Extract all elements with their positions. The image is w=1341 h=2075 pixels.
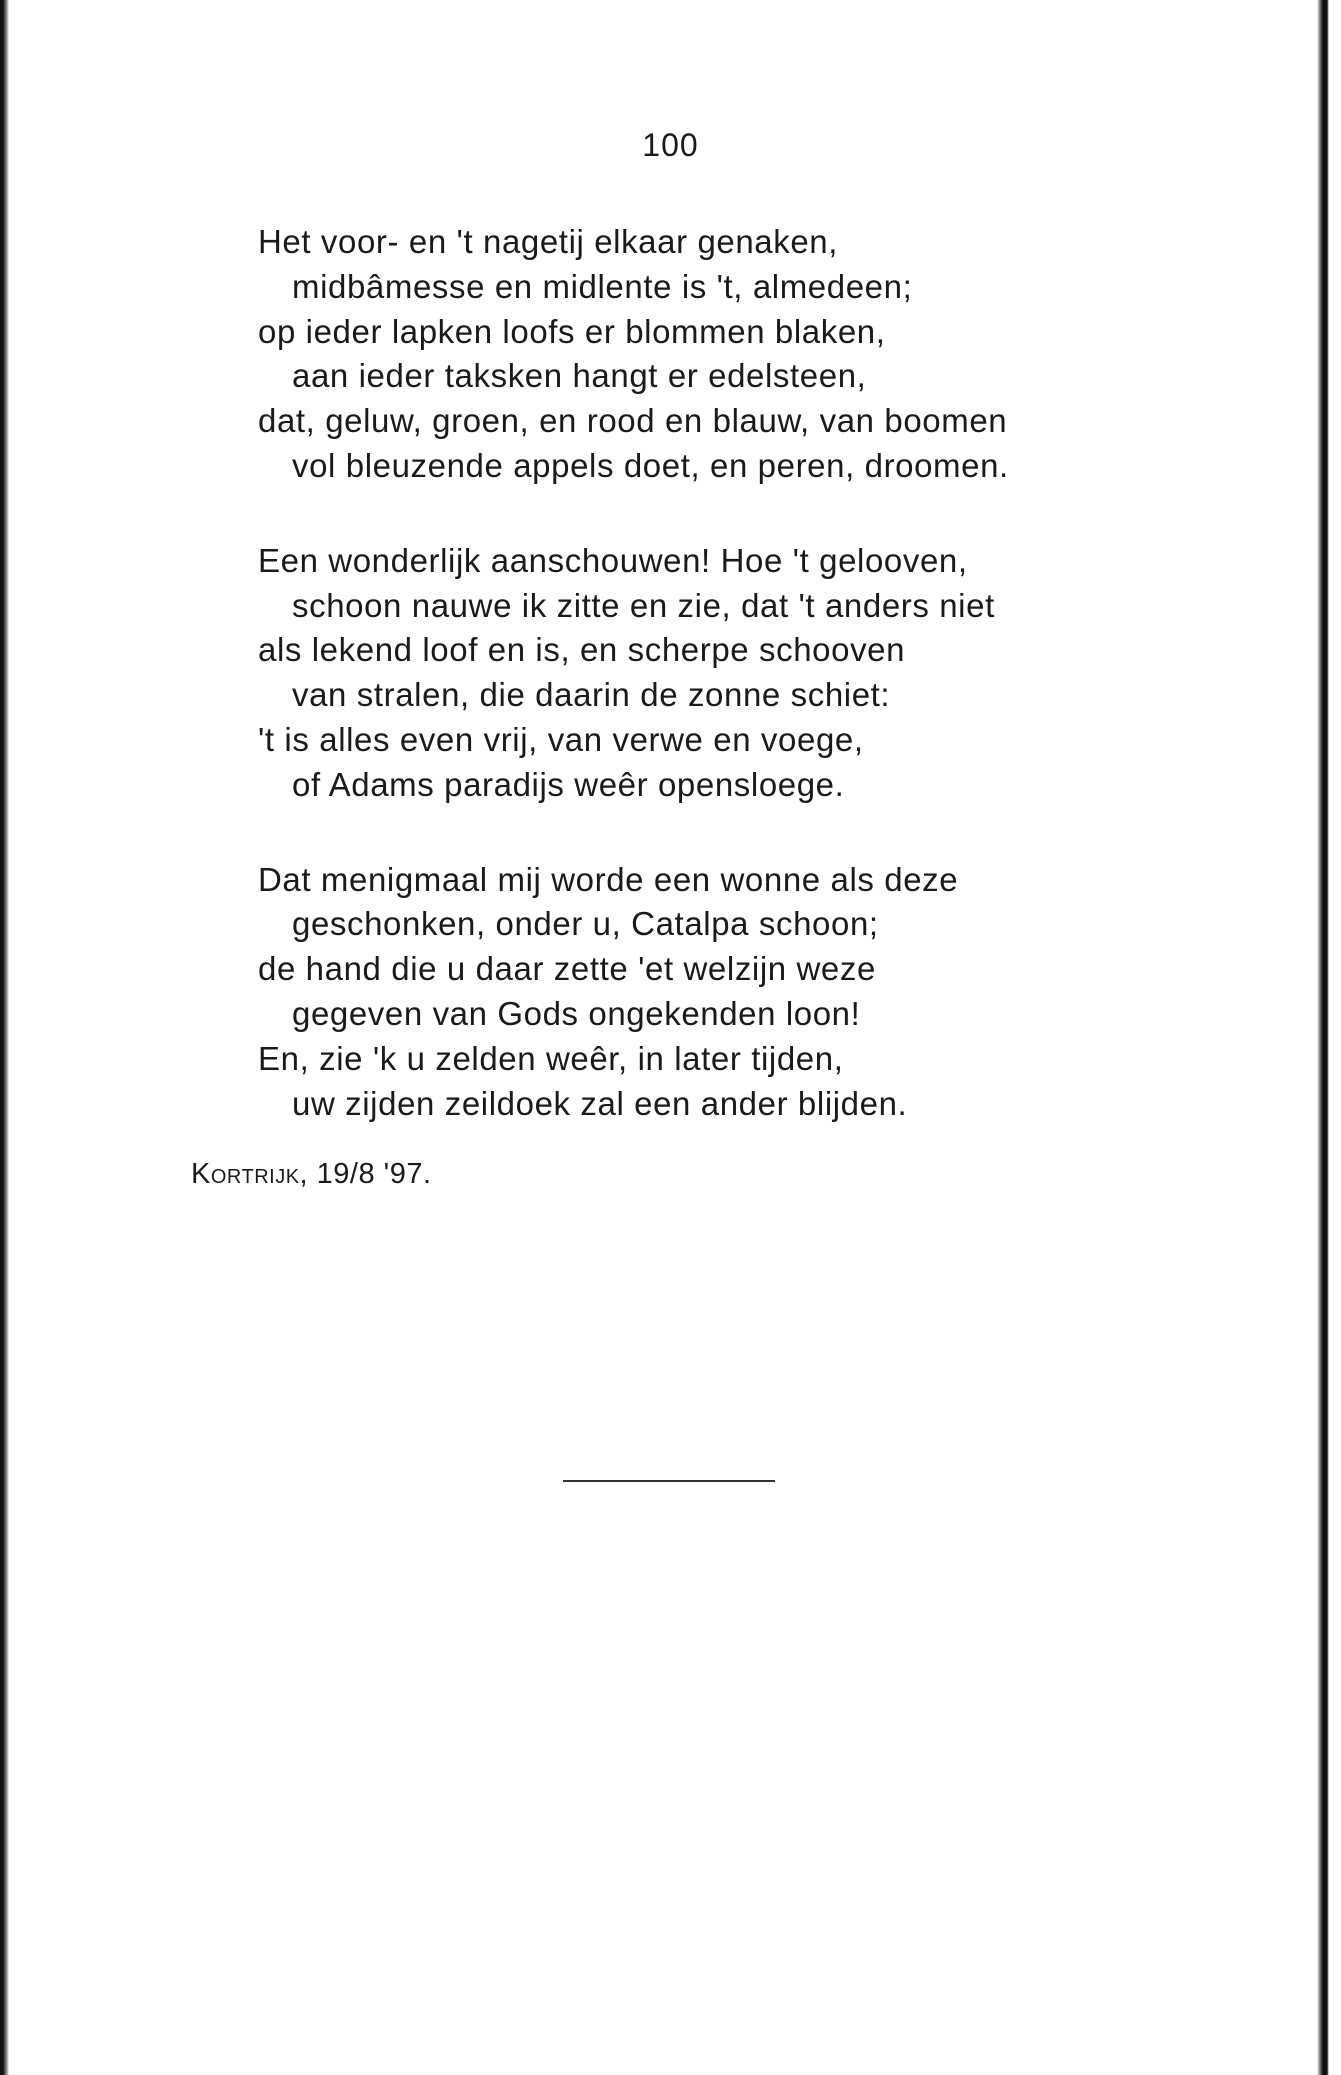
poem-line: 't is alles even vrij, van verwe en voege, bbox=[258, 720, 864, 758]
end-rule bbox=[563, 1480, 775, 1482]
signature bbox=[191, 1158, 432, 1191]
poem-line: schoon nauwe ik zitte en zie, dat 't anders niet bbox=[292, 586, 995, 624]
poem-line: of Adams paradijs weêr opensloege. bbox=[292, 765, 845, 803]
stanza-3 bbox=[258, 858, 1298, 1127]
scan-edge-right bbox=[1301, 0, 1341, 2075]
stanza-2 bbox=[258, 539, 1298, 808]
poem-line: de hand die u daar zette 'et welzijn weze bbox=[258, 950, 876, 988]
poem-line: aan ieder taksken hangt er edelsteen, bbox=[292, 357, 867, 395]
stanza-1 bbox=[258, 220, 1298, 489]
poem bbox=[258, 220, 1298, 1176]
page-number: 100 bbox=[642, 127, 699, 163]
signature-date: 19/8 '97. bbox=[316, 1158, 432, 1190]
poem-line: midbâmesse en midlente is 't, almedeen; bbox=[292, 267, 913, 305]
poem-line: van stralen, die daarin de zonne schiet: bbox=[292, 676, 891, 714]
poem-line: gegeven van Gods ongekenden loon! bbox=[292, 994, 861, 1032]
poem-line: En, zie 'k u zelden weêr, in later tijden, bbox=[258, 1039, 844, 1077]
scan-edge-left bbox=[0, 0, 9, 2075]
poem-line: geschonken, onder u, Catalpa schoon; bbox=[292, 905, 879, 943]
poem-line: uw zijden zeildoek zal een ander blijden. bbox=[292, 1084, 908, 1122]
poem-line: vol bleuzende appels doet, en peren, droomen. bbox=[292, 446, 1009, 484]
poem-line: Dat menigmaal mij worde een wonne als deze bbox=[258, 860, 959, 898]
poem-line: als lekend loof en is, en scherpe schooven bbox=[258, 631, 906, 669]
signature-place: Kortrijk, bbox=[191, 1158, 309, 1190]
poem-line: dat, geluw, groen, en rood en blauw, van boomen bbox=[258, 402, 1008, 440]
poem-line: Een wonderlijk aanschouwen! Hoe 't gelooven, bbox=[258, 541, 968, 579]
poem-line: op ieder lapken loofs er blommen blaken, bbox=[258, 312, 886, 350]
poem-line: Het voor- en 't nagetij elkaar genaken, bbox=[258, 223, 839, 260]
